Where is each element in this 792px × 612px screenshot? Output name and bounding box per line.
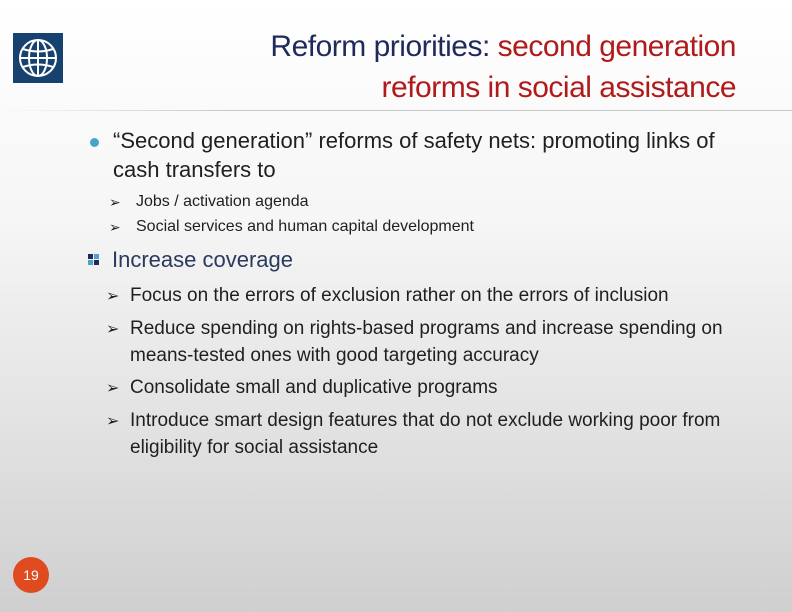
coverage-item-text: Focus on the errors of exclusion rather on the errors of inclusion xyxy=(130,285,669,306)
bullet-second-generation xyxy=(90,126,730,184)
sub-item xyxy=(109,217,709,237)
coverage-item xyxy=(106,374,746,401)
bullet-text: “Second generation” reforms of safety nets: promoting links of cash transfers to xyxy=(113,128,715,182)
globe-icon xyxy=(13,33,63,83)
bullet-text: Increase coverage xyxy=(112,247,293,272)
sub-item-text: Jobs / activation agenda xyxy=(136,193,309,210)
page-number-badge: 19 xyxy=(13,557,49,593)
title-divider xyxy=(0,110,792,111)
coverage-item-text: Reduce spending on rights-based programs and increase spending on means-tested ones with good targeting accuracy xyxy=(130,318,723,366)
square-bullet-icon xyxy=(88,254,99,265)
world-bank-logo xyxy=(13,33,63,83)
slide-title xyxy=(136,26,736,108)
title-part1: Reform priorities: xyxy=(270,30,498,63)
arrow-bullet-icon: ➢ xyxy=(109,194,121,210)
round-bullet-icon xyxy=(90,138,99,147)
arrow-bullet-icon: ➢ xyxy=(106,321,120,338)
arrow-bullet-icon: ➢ xyxy=(106,288,120,305)
coverage-item-text: Consolidate small and duplicative programs xyxy=(130,377,498,398)
arrow-bullet-icon: ➢ xyxy=(106,413,120,430)
coverage-item xyxy=(106,315,746,369)
title-part2-line1: second generation xyxy=(497,30,736,63)
sub-item-text: Social services and human capital development xyxy=(136,218,474,235)
sub-item xyxy=(109,192,709,212)
coverage-item-text: Introduce smart design features that do not exclude working poor from eligibility for social assistance xyxy=(130,410,721,458)
bullet-increase-coverage xyxy=(88,246,293,274)
arrow-bullet-icon: ➢ xyxy=(109,219,121,235)
coverage-item xyxy=(106,282,746,309)
arrow-bullet-icon: ➢ xyxy=(106,380,120,397)
title-part2-line2: reforms in social assistance xyxy=(381,71,736,104)
coverage-item xyxy=(106,407,746,461)
